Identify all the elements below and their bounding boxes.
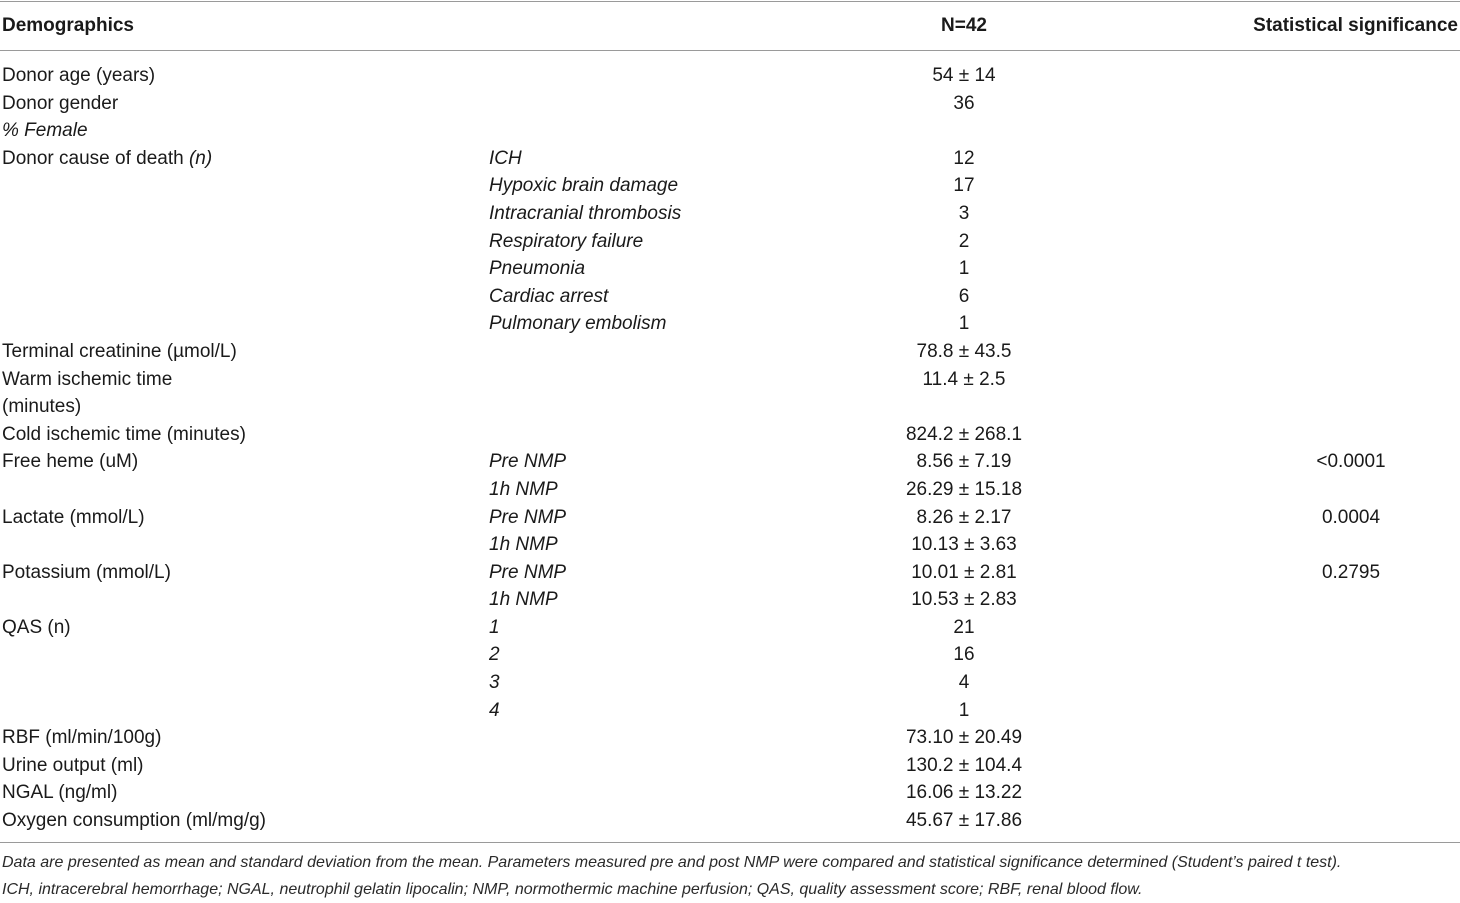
- row-value: 6: [958, 285, 970, 307]
- row-significance: [1251, 338, 1451, 366]
- row-value: 1: [958, 699, 970, 721]
- row-label: [2, 807, 266, 835]
- table-row: [0, 752, 1460, 780]
- row-subcategory: Cardiac arrest: [489, 285, 609, 307]
- row-subcategory: 1: [489, 616, 500, 638]
- table-row: [0, 614, 1460, 642]
- row-label: [2, 752, 144, 780]
- table-row: [0, 228, 1460, 256]
- row-subcategory: 1h NMP: [489, 589, 558, 611]
- row-value: 16: [953, 644, 975, 666]
- footnote-line-2: ICH, intracerebral hemorrhage; NGAL, neutrophil gelatin lipocalin; NMP, normothermic machine perfusion; QAS, quality assessment score; RBF, renal blood flow.: [2, 881, 1143, 898]
- table-row: [0, 283, 1460, 311]
- table-header-row: [0, 2, 1460, 50]
- row-subcategory: Intracranial thrombosis: [489, 202, 682, 224]
- row-label-text: Free heme (uM): [2, 451, 139, 473]
- row-value: 12: [953, 147, 975, 169]
- row-subcategory: Hypoxic brain damage: [489, 175, 679, 197]
- row-significance: [1251, 393, 1451, 421]
- row-label: [2, 448, 138, 476]
- row-value: 4: [958, 672, 970, 694]
- row-value: 8.56 ± 7.19: [916, 451, 1012, 473]
- row-significance: [1251, 669, 1451, 697]
- row-label-note: % Female: [2, 120, 88, 142]
- row-significance: [1251, 255, 1451, 283]
- row-label: [2, 724, 161, 752]
- row-significance: [1251, 779, 1451, 807]
- table-row: [0, 504, 1460, 532]
- row-significance: [1251, 62, 1451, 90]
- row-value: 130.2 ± 104.4: [905, 754, 1023, 776]
- table-body: [0, 62, 1460, 835]
- row-value: [864, 117, 1064, 145]
- row-label-text: RBF (ml/min/100g): [2, 727, 162, 749]
- table-row: [0, 255, 1460, 283]
- row-value: [864, 393, 1064, 421]
- row-label: [2, 338, 237, 366]
- row-significance: [1251, 283, 1451, 311]
- table-row: [0, 200, 1460, 228]
- row-label: [2, 90, 118, 118]
- row-value: 73.10 ± 20.49: [905, 727, 1023, 749]
- row-significance: [1251, 421, 1451, 449]
- row-label: [2, 614, 71, 642]
- row-label-text: NGAL (ng/ml): [2, 782, 118, 804]
- row-significance: [1251, 614, 1451, 642]
- table-row: [0, 145, 1460, 173]
- row-label-text: Lactate (mmol/L): [2, 506, 145, 528]
- row-subcategory: ICH: [489, 147, 522, 169]
- row-significance: 0.0004: [1321, 506, 1381, 528]
- row-value: 26.29 ± 15.18: [905, 478, 1023, 500]
- row-subcategory: Pre NMP: [489, 561, 567, 583]
- row-value: 8.26 ± 2.17: [916, 506, 1012, 528]
- row-label: [2, 393, 81, 421]
- row-significance: [1251, 145, 1451, 173]
- row-subcategory: 1h NMP: [489, 478, 558, 500]
- table-row: [0, 531, 1460, 559]
- row-significance: 0.2795: [1321, 561, 1381, 583]
- row-value: 11.4 ± 2.5: [922, 368, 1006, 390]
- row-subcategory: Pulmonary embolism: [489, 313, 667, 335]
- row-significance: [1251, 228, 1451, 256]
- row-value: 45.67 ± 17.86: [905, 810, 1023, 832]
- row-label-text: Potassium (mmol/L): [2, 561, 171, 583]
- header-demographics: Demographics: [2, 15, 134, 36]
- row-label: [2, 62, 155, 90]
- row-label: [2, 504, 145, 532]
- row-value: 36: [953, 92, 975, 114]
- row-subcategory: Pneumonia: [489, 258, 586, 280]
- table-row: [0, 586, 1460, 614]
- row-value: 2: [958, 230, 970, 252]
- row-subcategory: 4: [489, 699, 500, 721]
- table-row: [0, 641, 1460, 669]
- table-row: [0, 310, 1460, 338]
- row-significance: [1251, 310, 1451, 338]
- table-row: [0, 393, 1460, 421]
- row-value: 21: [953, 616, 975, 638]
- table-row: [0, 366, 1460, 394]
- row-label-text: Donor gender: [2, 92, 119, 114]
- footnote-line-1: Data are presented as mean and standard deviation from the mean. Parameters measured pre and post NMP were compared and statistical significance determined (Student’s paired t test).: [2, 854, 1342, 871]
- table-row: [0, 62, 1460, 90]
- table-row: [0, 172, 1460, 200]
- row-subcategory: Respiratory failure: [489, 230, 644, 252]
- table-row: [0, 338, 1460, 366]
- row-value: 54 ± 14: [932, 65, 996, 86]
- table-bottom-rule: [0, 842, 1460, 843]
- table-row: [0, 669, 1460, 697]
- row-subcategory: 2: [489, 644, 500, 666]
- row-significance: <0.0001: [1316, 451, 1386, 473]
- row-significance: [1251, 641, 1451, 669]
- row-label-text: Terminal creatinine (µmol/L): [2, 340, 237, 362]
- row-label-text: Warm ischemic time: [2, 368, 173, 390]
- row-subcategory: 1h NMP: [489, 534, 558, 556]
- row-significance: [1251, 807, 1451, 835]
- row-subcategory: Pre NMP: [489, 451, 567, 473]
- row-subcategory: 3: [489, 672, 500, 694]
- row-subcategory: Pre NMP: [489, 506, 567, 528]
- header-significance: Statistical significance: [1253, 15, 1458, 36]
- table-row: [0, 779, 1460, 807]
- row-label: [2, 559, 171, 587]
- row-label: [2, 145, 212, 173]
- row-label: [2, 421, 246, 449]
- table-row: [0, 421, 1460, 449]
- row-value: 1: [958, 258, 970, 280]
- row-label-note: (n): [188, 147, 213, 169]
- row-significance: [1251, 117, 1451, 145]
- row-significance: [1251, 476, 1451, 504]
- table-row: [0, 90, 1460, 118]
- table-row: [0, 559, 1460, 587]
- row-value: 16.06 ± 13.22: [905, 782, 1023, 804]
- row-value: 3: [958, 202, 970, 224]
- row-value: 10.53 ± 2.83: [911, 589, 1017, 611]
- row-label-text: Donor age (years): [2, 65, 156, 86]
- row-significance: [1251, 172, 1451, 200]
- row-value: 10.01 ± 2.81: [911, 561, 1017, 583]
- row-significance: [1251, 724, 1451, 752]
- row-significance: [1251, 697, 1451, 725]
- table-row: [0, 697, 1460, 725]
- row-significance: [1251, 200, 1451, 228]
- row-value: 78.8 ± 43.5: [916, 340, 1012, 362]
- row-label: [2, 117, 88, 145]
- table-row: [0, 724, 1460, 752]
- row-label-text: Oxygen consumption (ml/mg/g): [2, 810, 266, 832]
- row-label-text: Cold ischemic time (minutes): [2, 423, 246, 445]
- row-label-text: Urine output (ml): [2, 754, 144, 776]
- table-row: [0, 117, 1460, 145]
- table-footnote: [2, 849, 1458, 903]
- row-label-text: Donor cause of death: [2, 147, 189, 169]
- row-label: [2, 779, 117, 807]
- row-significance: [1251, 586, 1451, 614]
- row-label: [2, 366, 172, 394]
- table-header-rule: [0, 50, 1460, 51]
- row-significance: [1251, 366, 1451, 394]
- row-significance: [1251, 531, 1451, 559]
- row-value: 17: [953, 175, 975, 197]
- table-row: [0, 476, 1460, 504]
- row-label-text: QAS (n): [2, 616, 71, 638]
- header-n: N=42: [941, 15, 987, 36]
- row-value: 824.2 ± 268.1: [905, 423, 1023, 445]
- row-label-text: (minutes): [2, 396, 82, 418]
- row-value: 10.13 ± 3.63: [911, 534, 1017, 556]
- row-value: 1: [958, 313, 970, 335]
- table-row: [0, 807, 1460, 835]
- table-row: [0, 448, 1460, 476]
- row-significance: [1251, 90, 1451, 118]
- row-significance: [1251, 752, 1451, 780]
